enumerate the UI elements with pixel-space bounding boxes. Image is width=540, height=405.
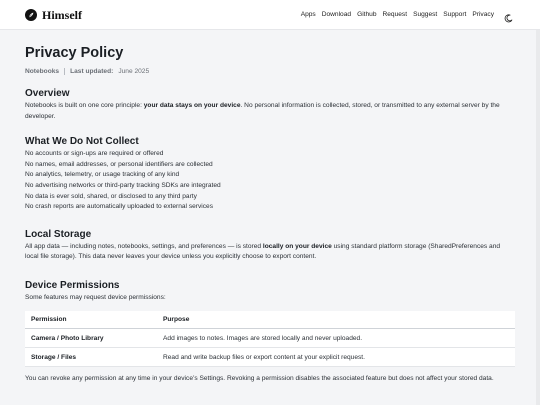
overview-text xyxy=(25,101,515,122)
list-item: No advertising networks or third-party tracking SDKs are integrated xyxy=(25,181,221,189)
nav-link-apps[interactable]: Apps xyxy=(300,11,316,18)
permission-name: Storage / Files xyxy=(25,348,157,367)
not-collected-section xyxy=(25,136,515,213)
updated-label: Last updated: xyxy=(70,68,114,75)
moon-icon[interactable] xyxy=(504,10,513,19)
permissions-table xyxy=(25,311,515,368)
list-item: No names, email addresses, or personal identifiers are collected xyxy=(25,160,213,168)
permissions-intro: Some features may request device permissions: xyxy=(25,293,166,301)
device-permissions-section xyxy=(25,280,515,385)
permission-purpose: Read and write backup files or export content at your explicit request. xyxy=(157,348,515,367)
local-storage-heading: Local Storage xyxy=(25,228,92,240)
list-item: No data is ever sold, shared, or disclosed to any third party xyxy=(25,192,197,200)
storage-text-a: All app data — including notes, notebooks, settings, and preferences — is stored xyxy=(25,242,263,250)
brand-link[interactable] xyxy=(25,8,82,22)
column-header-permission: Permission xyxy=(25,311,157,329)
nav-link-request[interactable]: Request xyxy=(382,11,408,18)
overview-emphasis: your data stays on your device xyxy=(143,102,241,109)
not-collected-list xyxy=(25,149,515,213)
updated-value: June 2025 xyxy=(118,68,150,75)
overview-section xyxy=(25,88,515,122)
list-item: No crash reports are automatically uploaded to external services xyxy=(25,203,214,211)
not-collected-heading: What We Do Not Collect xyxy=(25,136,139,148)
meta-divider xyxy=(64,68,65,75)
table-row xyxy=(25,348,515,367)
main-nav xyxy=(301,10,513,19)
overview-text-b: . No personal information is collected, stored, or transmitted to any external server by the developer. xyxy=(25,102,500,120)
top-navigation-bar xyxy=(0,0,540,30)
storage-emphasis: locally on your device xyxy=(262,242,332,250)
device-permissions-heading: Device Permissions xyxy=(25,279,120,291)
nav-link-github[interactable]: Github xyxy=(357,11,377,18)
column-header-purpose: Purpose xyxy=(157,311,515,329)
policy-content xyxy=(25,30,515,385)
list-item: No analytics, telemetry, or usage tracking of any kind xyxy=(25,171,180,179)
list-item: No accounts or sign-ups are required or offered xyxy=(25,150,164,158)
brand-name: Himself xyxy=(42,7,82,22)
permission-name: Camera / Photo Library xyxy=(25,329,157,348)
permissions-outro: You can revoke any permission at any time in your device’s Settings. Revoking a permission disables the associated feature but does not affect your stored data. xyxy=(25,375,494,383)
table-header-row xyxy=(25,311,515,329)
page-scrollbar[interactable] xyxy=(536,30,540,405)
nav-link-support[interactable]: Support xyxy=(443,11,467,18)
nav-link-download[interactable]: Download xyxy=(321,11,352,18)
nav-link-privacy[interactable]: Privacy xyxy=(472,11,494,18)
overview-text-a: Notebooks is built on one core principle: xyxy=(25,102,144,109)
page-meta xyxy=(25,68,515,75)
local-storage-text xyxy=(25,242,515,263)
page-title: Privacy Policy xyxy=(25,45,124,61)
nav-link-suggest[interactable]: Suggest xyxy=(413,11,438,18)
local-storage-section xyxy=(25,229,515,263)
app-name: Notebooks xyxy=(25,68,60,75)
overview-heading: Overview xyxy=(25,88,70,99)
permission-purpose: Add images to notes. Images are stored locally and never uploaded. xyxy=(157,329,515,348)
table-row xyxy=(25,329,515,348)
himself-logo-icon xyxy=(25,9,37,21)
storage-text-b: using standard platform storage (SharedPreferences and local file storage). This data never leaves your device unless you explicitly choose to export content. xyxy=(25,242,501,261)
